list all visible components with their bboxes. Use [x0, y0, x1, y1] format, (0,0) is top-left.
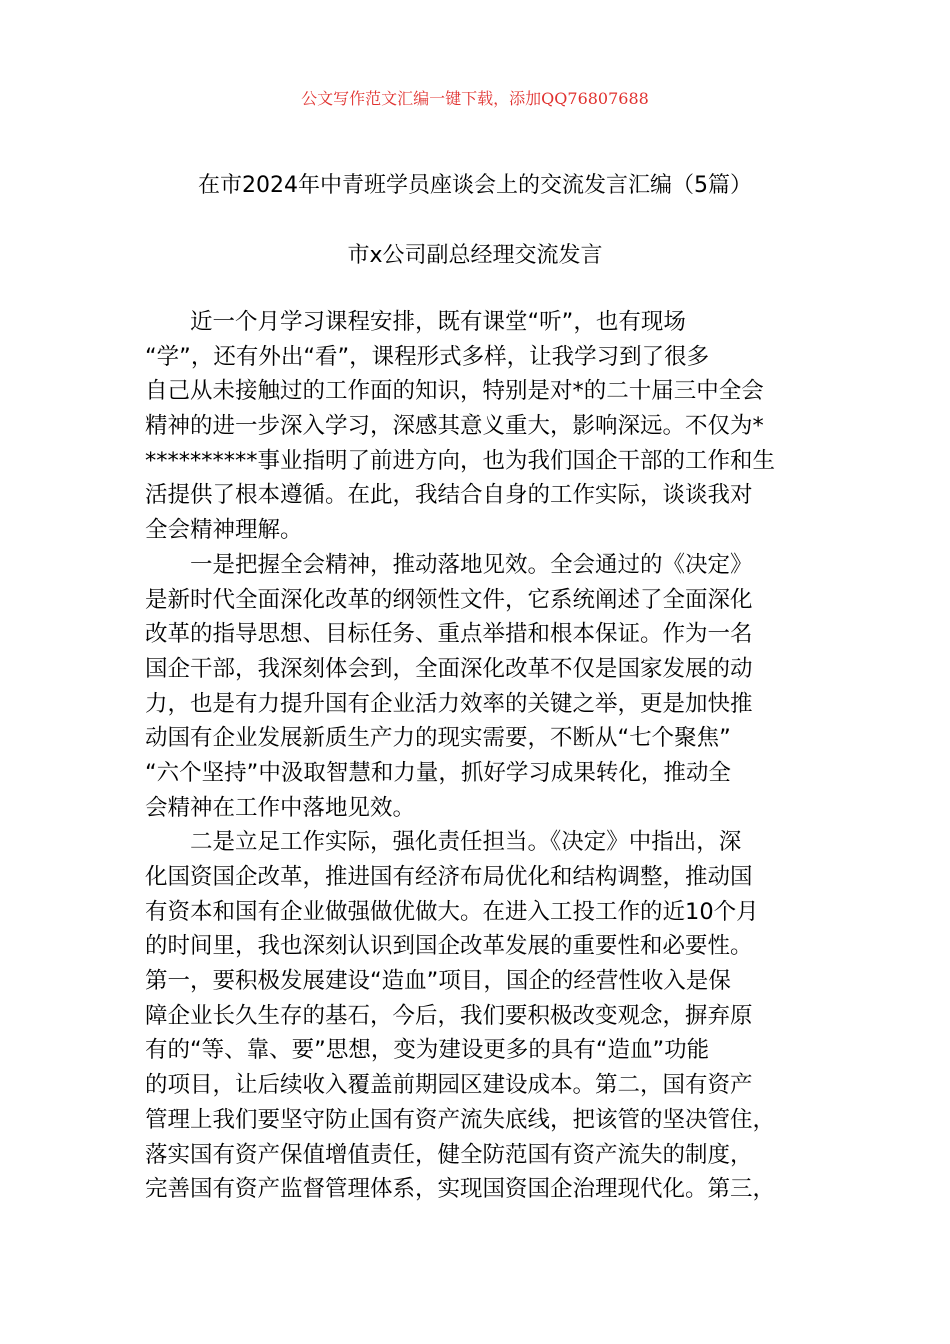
body-text-line: “六个坚持”中汲取智慧和力量，抓好学习成果转化，推动全: [145, 759, 731, 786]
body-text-line: 有资本和国有企业做强做优做大。在进入工投工作的近10个月: [145, 898, 759, 925]
body-text-line: 二是立足工作实际，强化责任担当。《决定》中指出，深: [145, 829, 742, 856]
body-text-line: 的时间里，我也深刻认识到国企改革发展的重要性和必要性。: [145, 933, 753, 960]
body-text-line: 近一个月学习课程安排，既有课堂“听”，也有现场: [145, 309, 686, 335]
document-title: 在市2024年中青班学员座谈会上的交流发言汇编（5篇）: [198, 173, 752, 198]
document-subtitle: 市x公司副总经理交流发言: [347, 243, 603, 268]
body-text-line: 动国有企业发展新质生产力的现实需要，不断从“七个聚焦”: [145, 725, 731, 752]
watermark-text: 公文写作范文汇编一键下载，添加QQ76807688: [301, 89, 649, 108]
body-text-line: 有的“等、靠、要”思想，变为建设更多的具有“造血”功能: [145, 1037, 710, 1064]
body-text-line: 管理上我们要坚守防止国有资产流失底线，把该管的坚决管住，: [145, 1106, 776, 1133]
body-text-line: 第一，要积极发展建设“造血”项目，国企的经营性收入是保: [145, 968, 731, 995]
body-text-line: 障企业长久生存的基石，今后，我们要积极改变观念，摒弃原: [145, 1002, 753, 1029]
body-text-line: 的项目，让后续收入覆盖前期园区建设成本。第二，国有资产: [145, 1072, 753, 1099]
body-text-line: **********事业指明了前进方向，也为我们国企干部的工作和生: [145, 447, 776, 474]
body-text-line: 活提供了根本遵循。在此，我结合自身的工作实际，谈谈我对: [145, 482, 753, 509]
body-text-line: 改革的指导思想、目标任务、重点举措和根本保证。作为一名: [145, 621, 753, 648]
body-text-line: 一是把握全会精神，推动落地见效。全会通过的《决定》: [145, 551, 753, 578]
body-text-line: 精神的进一步深入学习，深感其意义重大，影响深远。不仅为*: [145, 413, 764, 440]
body-text-line: 全会精神理解。: [145, 517, 303, 544]
body-text-line: 国企干部，我深刻体会到，全面深化改革不仅是国家发展的动: [145, 655, 753, 682]
body-text-line: 会精神在工作中落地见效。: [145, 794, 416, 821]
document-body: [145, 305, 835, 1207]
body-text-line: 落实国有资产保值增值责任，健全防范国有资产流失的制度，: [145, 1141, 753, 1168]
body-text-line: 力，也是有力提升国有企业活力效率的关键之举，更是加快推: [145, 690, 753, 717]
body-text-line: 化国资国企改革，推进国有经济布局优化和结构调整，推动国: [145, 864, 753, 890]
body-text-line: “学”，还有外出“看”，课程形式多样，让我学习到了很多: [145, 343, 710, 370]
body-text-line: 自己从未接触过的工作面的知识，特别是对*的二十届三中全会: [145, 378, 764, 405]
body-text-line: 完善国有资产监督管理体系，实现国资国企治理现代化。第三，: [145, 1176, 776, 1203]
body-text-line: 是新时代全面深化改革的纲领性文件，它系统阐述了全面深化: [145, 586, 753, 613]
